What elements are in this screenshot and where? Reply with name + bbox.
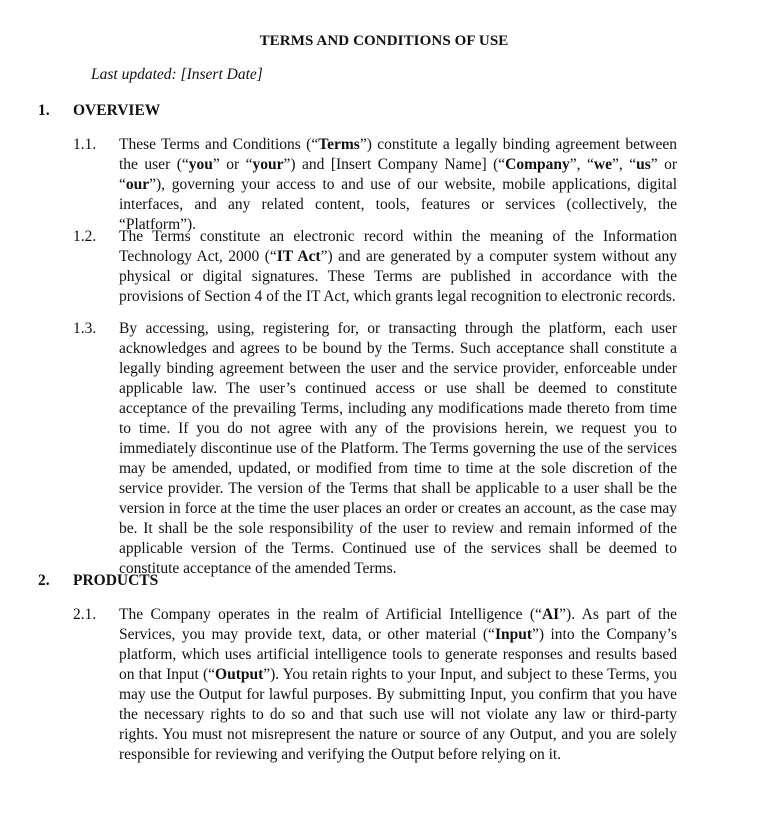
defined-term: AI [541,606,560,623]
section-number: 2. [38,572,50,589]
clause-text: By accessing, using, registering for, or transacting through the platform, each user acknowledges and agrees to be bound by the Terms. Such acceptance shall constitute a legally binding agreement between the user and the service provider, enforceable under applicable law. The user’s continued access or use shall be deemed to constitute acceptance of the prevailing Terms, including any modifications made thereto from time to time. If you do not agree with any of the provisions herein, we request you to immediately discontinue use of the Platform. The Terms governing the use of the services may be amended, updated, or modified from time to time at the sole discretion of the service provider. The version of the Terms that shall be applicable to a user shall be the version in force at the time the user places an order or creates an account, as the case may be. It shall be the sole responsibility of the user to review and remain informed of the applicable version of the Terms. Continued use of the services shall be deemed to constitute acceptance of the amended Terms. [119,320,677,577]
clause [73,135,677,235]
last-updated: Last updated: [Insert Date] [91,66,263,83]
clause-text: The Terms constitute an electronic record within the meaning of the Information Technology Act, 2000 (“IT Act”) and are generated by a computer system without any physical or digital signatures. These Terms are published in accordance with the provisions of Section 4 of the IT Act, which grants legal recognition to electronic records. [119,228,677,305]
clause [73,227,677,307]
document-title: TERMS AND CONDITIONS OF USE [259,33,509,49]
defined-term: Company [505,156,570,173]
defined-term: Output [215,666,264,683]
section-title: OVERVIEW [73,102,161,119]
defined-term: you [188,156,213,173]
defined-term: us [636,156,651,173]
clause-number: 2.1. [73,606,97,623]
defined-term: we [593,156,612,173]
clause-text: The Company operates in the realm of Artificial Intelligence (“AI”). As part of the Services, you may provide text, data, or other material (“Input”) into the Company’s platform, which uses artificial intelligence tools to generate responses and results based on that Input (“Output”). You retain rights to your Input, and subject to these Terms, you may use the Output for lawful purposes. By submitting Input, you confirm that you have the necessary rights to do so and that such use will not violate any law or third-party rights. You must not misrepresent the nature or source of any Output, and you are solely responsible for reviewing and verifying the Output before relying on it. [119,606,677,763]
clause-text: These Terms and Conditions (“Terms”) constitute a legally binding agreement between the user (“you” or “your”) and [Insert Company Name] (“Company”, “we”, “us” or “our”), governing your access to and use of our website, mobile applications, digital interfaces, and any related content, tools, features or services (collectively, the “Platform”). [119,136,677,233]
defined-term: Input [494,626,532,643]
defined-term: IT Act [276,248,321,265]
clause [73,319,677,579]
section-number: 1. [38,102,50,119]
section-heading [38,572,158,590]
clause-number: 1.3. [73,320,97,337]
section-heading [38,102,160,120]
defined-term: your [252,156,284,173]
section-title: PRODUCTS [73,572,159,589]
clause-number: 1.1. [73,136,97,153]
clause [73,605,677,765]
clause-number: 1.2. [73,228,97,245]
defined-term: our [125,176,150,193]
defined-term: Terms [318,136,360,153]
